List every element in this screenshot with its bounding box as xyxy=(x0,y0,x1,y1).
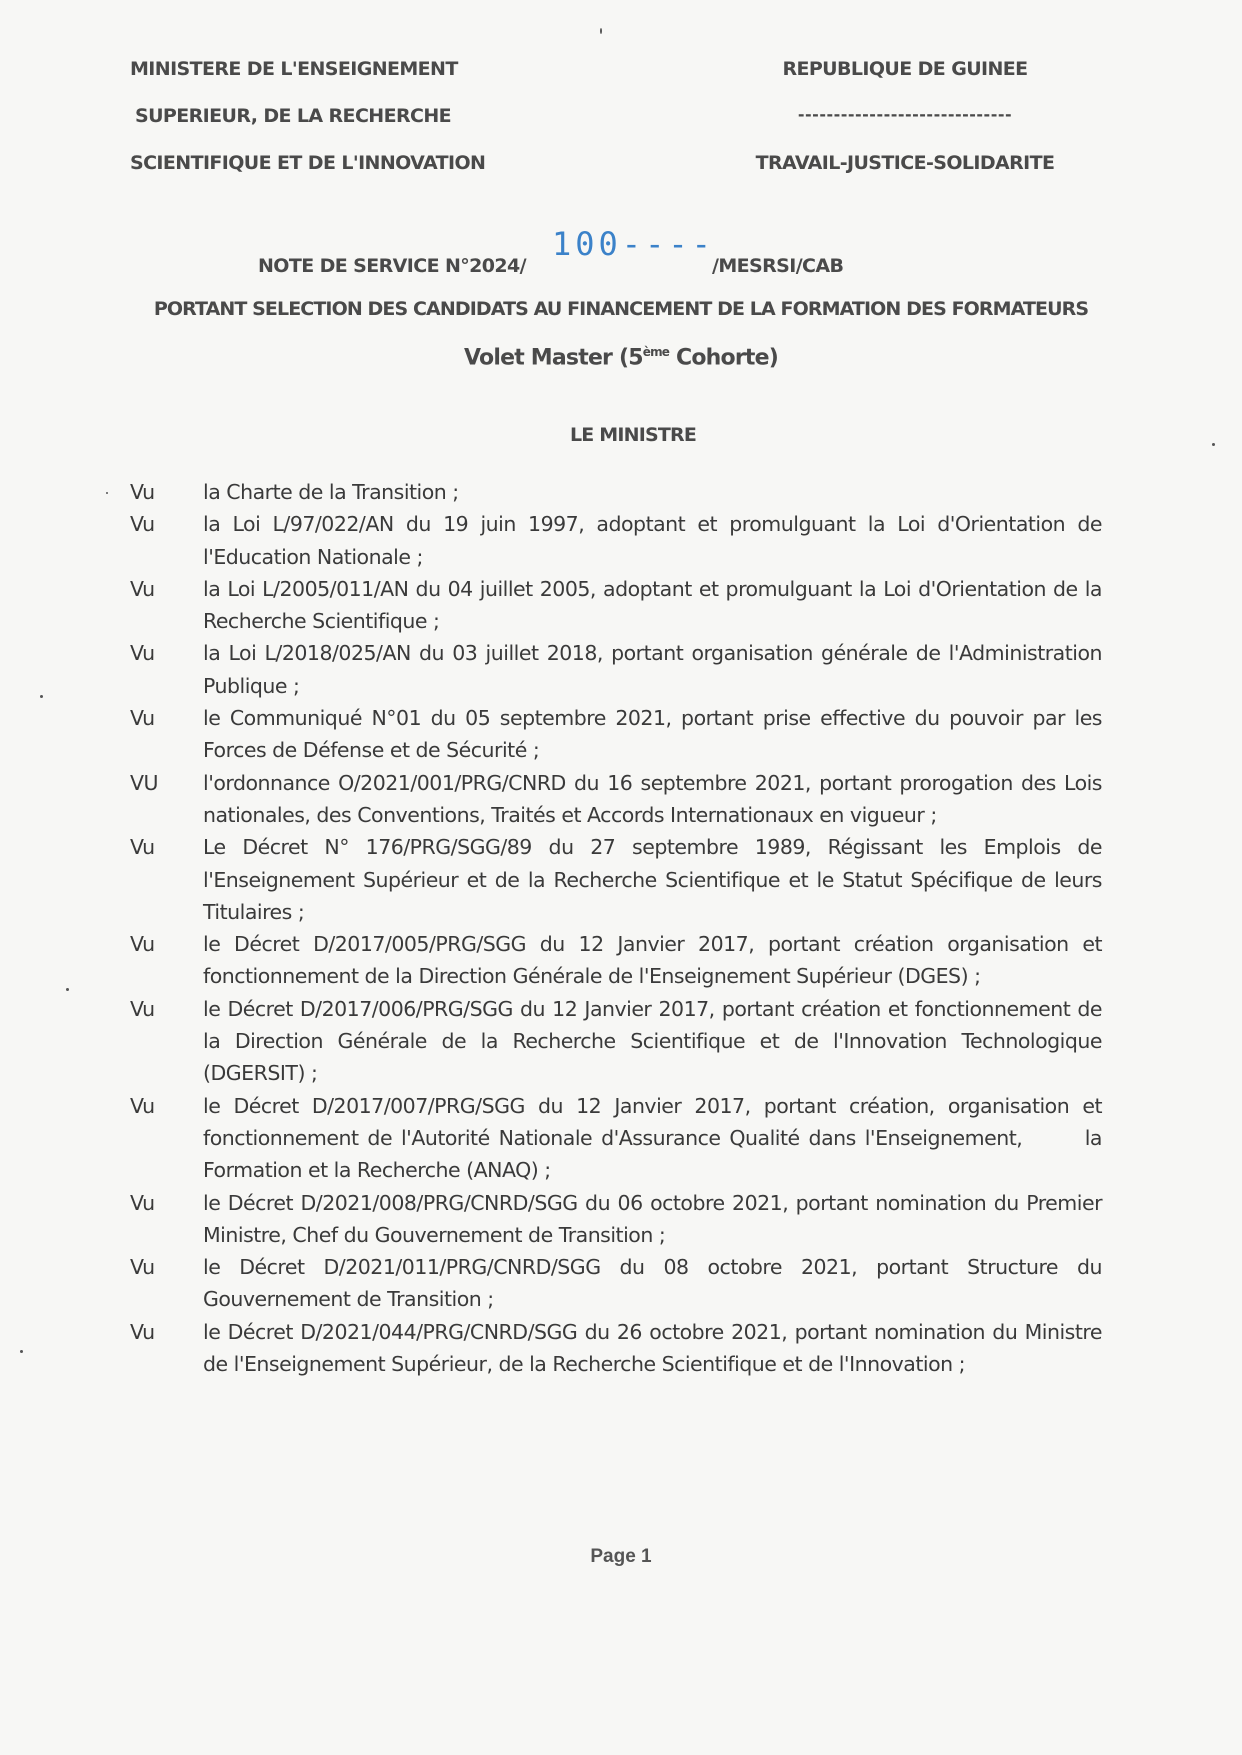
consideration-item xyxy=(130,476,1102,508)
republic-name: REPUBLIQUE DE GUINEE xyxy=(782,58,1028,80)
vu-label: Vu xyxy=(130,1319,155,1344)
consideration-item xyxy=(130,928,1102,993)
subtitle-pre: Volet Master (5 xyxy=(464,345,643,371)
consideration-item xyxy=(130,1090,1109,1187)
consideration-text: l'ordonnance O/2021/001/PRG/CNRD du 16 septembre 2021, portant prorogation des Lois nationales, des Conventions, Traités et Accords Internationaux en vigueur ; xyxy=(203,770,1102,827)
vu-label: VU xyxy=(130,770,159,795)
scan-speck xyxy=(1212,443,1215,446)
scan-speck xyxy=(106,492,108,494)
consideration-item xyxy=(130,767,1102,832)
note-reference xyxy=(0,225,1242,275)
consideration-item xyxy=(130,1316,1102,1381)
consideration-item xyxy=(130,1251,1102,1316)
consideration-text: le Communiqué N°01 du 05 septembre 2021, portant prise effective du pouvoir par les Forces de Défense et de Sécurité ; xyxy=(203,706,1102,763)
consideration-text: le Décret D/2021/044/PRG/CNRD/SGG du 26 octobre 2021, portant nomination du Ministre de l'Enseignement Supérieur, de la Recherche Scientifique et de l'Innovation ; xyxy=(203,1319,1102,1377)
ministry-header xyxy=(130,58,485,199)
considerations-list xyxy=(130,476,1109,1380)
consideration-item xyxy=(130,993,1102,1090)
vu-label: Vu xyxy=(130,706,155,731)
ministry-line-1: MINISTERE DE L'ENSEIGNEMENT xyxy=(130,58,458,80)
vu-label: Vu xyxy=(130,512,155,537)
consideration-text: le Décret D/2017/005/PRG/SGG du 12 Janvier 2017, portant création organisation et fonctionnement de la Direction Générale de l'Enseignement Supérieur (DGES) ; xyxy=(203,932,1102,989)
consideration-text: Le Décret N° 176/PRG/SGG/89 du 27 septembre 1989, Régissant les Emplois de l'Enseignement Supérieur et de la Recherche Scientifique et le Statut Spécifique de leurs Titulaires ; xyxy=(203,835,1102,924)
ministry-line-3: SCIENTIFIQUE ET DE L'INNOVATION xyxy=(130,152,486,174)
authority-heading: LE MINISTRE xyxy=(569,424,697,446)
subtitle-sup: ème xyxy=(642,345,670,359)
republic-header xyxy=(740,58,1070,199)
vu-label: Vu xyxy=(130,1190,155,1215)
consideration-text: la Loi L/2018/025/AN du 03 juillet 2018, portant organisation générale de l'Administration Publique ; xyxy=(203,641,1102,698)
vu-label: Vu xyxy=(130,641,155,666)
consideration-item xyxy=(130,702,1102,767)
ministry-line-2: SUPERIEUR, DE LA RECHERCHE xyxy=(135,105,452,127)
subtitle-post: Cohorte) xyxy=(669,345,778,371)
consideration-text: le Décret D/2017/006/PRG/SGG du 12 Janvier 2017, portant création et fonctionnement de la Direction Générale de la Recherche Scientifique et de l'Innovation Technologique (DGERSIT) ; xyxy=(203,996,1102,1086)
consideration-item xyxy=(130,573,1102,638)
consideration-text: le Décret D/2021/011/PRG/CNRD/SGG du 08 octobre 2021, portant Structure du Gouvernement de Transition ; xyxy=(203,1255,1102,1312)
document-subject: PORTANT SELECTION DES CANDIDATS AU FINANCEMENT DE LA FORMATION DES FORMATEURS xyxy=(153,298,1089,320)
consideration-text: le Décret D/2017/007/PRG/SGG du 12 Janvier 2017, portant création, organisation et fonctionnement de l'Autorité Nationale d'Assurance Qualité dans l'Enseignement, la Formation et la Recherche (ANAQ) ; xyxy=(203,1093,1109,1183)
vu-label: Vu xyxy=(130,835,155,860)
consideration-text: le Décret D/2021/008/PRG/CNRD/SGG du 06 octobre 2021, portant nomination du Premier Ministre, Chef du Gouvernement de Transition ; xyxy=(203,1190,1102,1247)
vu-label: Vu xyxy=(130,1255,155,1280)
stamp-number: 100---- xyxy=(552,225,715,263)
consideration-item xyxy=(130,508,1102,573)
scan-speck xyxy=(66,988,69,991)
consideration-item xyxy=(130,1187,1102,1252)
vu-label: Vu xyxy=(130,1093,155,1118)
note-suffix: /MESRSI/CAB xyxy=(712,255,844,277)
document-subtitle xyxy=(0,345,1242,370)
consideration-text: la Loi L/97/022/AN du 19 juin 1997, adoptant et promulguant la Loi d'Orientation de l'Education Nationale ; xyxy=(203,512,1102,569)
note-prefix: NOTE DE SERVICE N°2024/ xyxy=(258,255,526,277)
national-motto: TRAVAIL-JUSTICE-SOLIDARITE xyxy=(755,152,1055,174)
header-divider: ------------------------------ xyxy=(797,105,1013,124)
scan-speck xyxy=(600,28,602,34)
vu-label: Vu xyxy=(130,480,155,504)
scan-speck xyxy=(40,695,43,698)
page-number: Page 1 xyxy=(590,1546,652,1567)
consideration-text: la Loi L/2005/011/AN du 04 juillet 2005, adoptant et promulguant la Loi d'Orientation de la Recherche Scientifique ; xyxy=(203,576,1102,634)
consideration-item xyxy=(130,637,1102,702)
vu-label: Vu xyxy=(130,996,155,1021)
scan-speck xyxy=(20,1350,23,1353)
vu-label: Vu xyxy=(130,932,155,957)
consideration-item xyxy=(130,831,1102,928)
consideration-text: la Charte de la Transition ; xyxy=(203,480,459,504)
vu-label: Vu xyxy=(130,576,155,601)
